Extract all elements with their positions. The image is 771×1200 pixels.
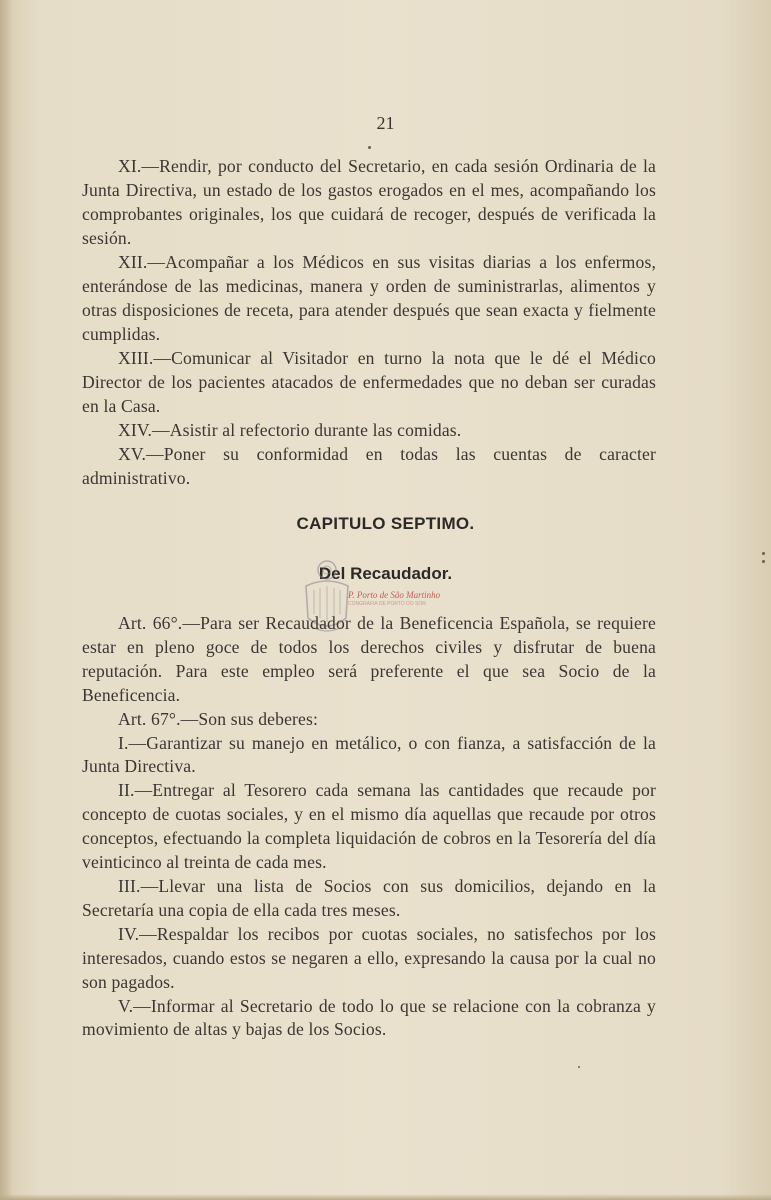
stamp-subcaption: CONGRAFIA DE PORTO DO SOR	[348, 601, 426, 607]
paper-speck	[368, 146, 371, 149]
paragraph: II.—Entregar al Tesorero cada semana las cantidades que recaude por concepto de cuotas sociales, y en el mismo día aquellas que recaude por otros conceptos, efectuando la completa liquidación de cobros en la Tesorería del día veinticinco al treinta de cada mes.	[82, 780, 656, 873]
paragraph: XIV.—Asistir al refectorio durante las comidas.	[118, 420, 462, 440]
paper-speck	[762, 552, 765, 555]
paragraph: XIII.—Comunicar al Visitador en turno la nota que le dé el Médico Director de los pacientes atacados de enfermedades que no deban ser curadas en la Casa.	[82, 348, 656, 416]
body-text-bottom	[82, 612, 656, 1042]
body-text-top	[82, 154, 656, 490]
paragraph: Art. 66°.—Para ser Recaudador de la Beneficencia Española, se requiere estar en pleno goce de todos los derechos civiles y disfrutar de buena reputación. Para este empleo será preferente el que sea Socio de la Beneficencia.	[82, 613, 656, 705]
paper-speck	[578, 1066, 580, 1068]
paragraph: XI.—Rendir, por conducto del Secretario, en cada sesión Ordinaria de la Junta Directiva, un estado de los gastos erogados en el mes, acompañando los comprobantes originales, los que cuidará de recoger, después de verificada la sesión.	[82, 156, 656, 248]
paragraph: XV.—Poner su conformidad en todas las cuentas de caracter administrativo.	[82, 444, 656, 488]
paragraph: Art. 67°.—Son sus deberes:	[118, 708, 319, 729]
chapter-heading: CAPITULO SEPTIMO.	[296, 514, 475, 533]
stamp-caption: P. Porto de São Martinho	[348, 590, 441, 600]
paragraph: III.—Llevar una lista de Socios con sus domicilios, dejando en la Secretaría una copia de ella cada tres meses.	[82, 875, 656, 920]
page-left-edge	[0, 0, 12, 1200]
page-bottom-edge	[0, 1194, 771, 1200]
paper-speck	[762, 560, 765, 563]
paragraph: V.—Informar al Secretario de todo lo que se relacione con la cobranza y movimiento de altas y bajas de los Socios.	[82, 995, 656, 1040]
paragraph: IV.—Respaldar los recibos por cuotas sociales, no satisfechos por los interesados, cuando estos se negaren a ello, expresando la causa por la cual no son pagados.	[82, 923, 656, 992]
section-heading: Del Recaudador.	[318, 564, 453, 583]
page-number: 21	[376, 113, 395, 133]
paragraph: I.—Garantizar su manejo en metálico, o con fianza, a satisfacción de la Junta Directiva.	[82, 732, 656, 777]
paragraph: XII.—Acompañar a los Médicos en sus visitas diarias a los enfermos, enterándose de las medicinas, manera y orden de suministrarlas, alimentos y otras disposiciones de receta, para atender después que sean exacta y fielmente cumplidas.	[82, 252, 656, 344]
